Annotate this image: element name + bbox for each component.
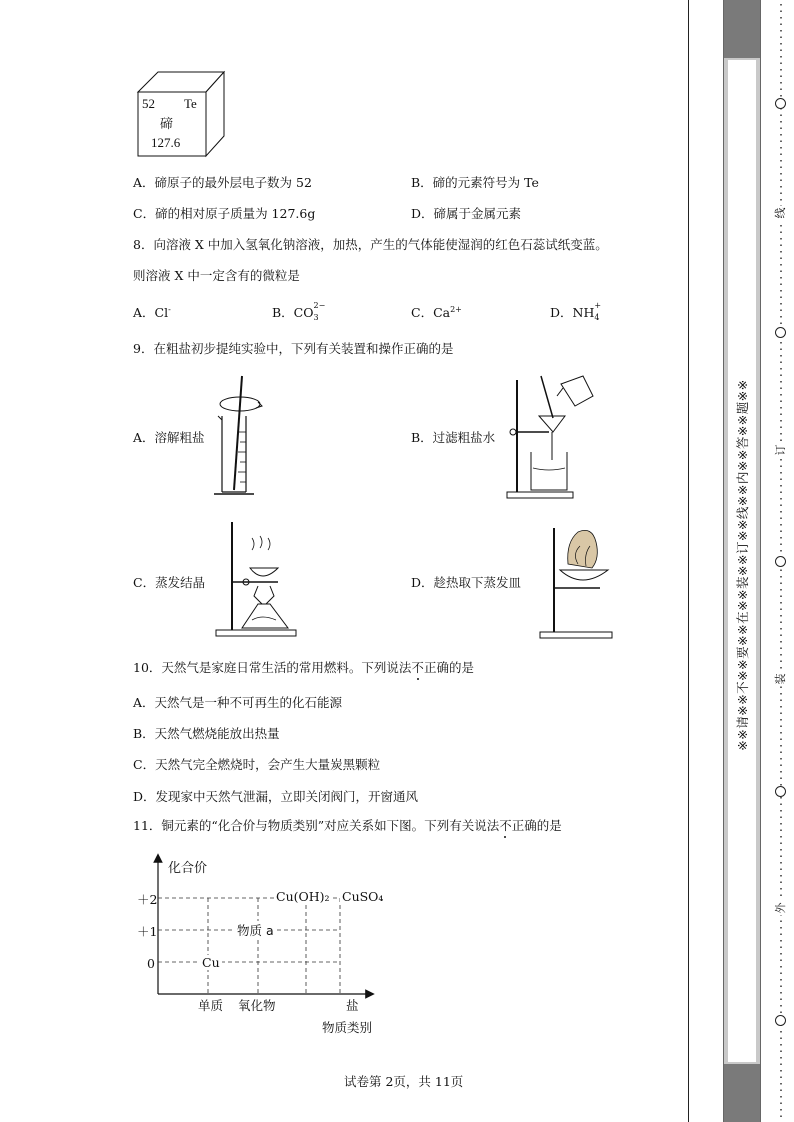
dissolve-apparatus-illustration (212, 374, 268, 498)
q9-option-c: C．蒸发结晶 (133, 575, 206, 590)
margin-label-bind: 装 (774, 673, 787, 685)
q10-stem: 10．天然气是家庭日常生活的常用燃料。下列说法不正确的是 (133, 660, 474, 675)
q8-stem-line1: 8．向溶液 X 中加入氢氧化钠溶液，加热，产生的气体能使湿润的红色石蕊试纸变蓝。 (133, 237, 608, 252)
element-mass: 127.6 (151, 135, 181, 150)
element-name: 碲 (160, 117, 174, 132)
element-symbol: Te (184, 96, 197, 111)
chart-gridlines (158, 898, 340, 994)
q7-option-d: D．碲属于金属元素 (411, 206, 522, 221)
point-cuso4: CuSO₄ (342, 889, 384, 904)
q10-option-c: C．天然气完全燃烧时，会产生大量炭黑颗粒 (133, 757, 381, 772)
binding-band-bottom-cap (724, 1064, 760, 1122)
margin-label-line: 线 (774, 207, 787, 219)
binding-border-line (688, 0, 689, 1122)
q9-option-b: B．过滤粗盐水 (411, 430, 496, 445)
y-tick-plus1: ＋1 (137, 924, 158, 939)
margin-label-outer: 外 (774, 902, 787, 914)
q7-option-c: C．碲的相对原子质量为 127.6g (133, 206, 316, 221)
binding-hole-icon (775, 327, 786, 338)
q9-option-a: A．溶解粗盐 (133, 430, 205, 445)
binding-hole-icon (775, 98, 786, 109)
filtration-apparatus-illustration (505, 374, 597, 500)
evaporation-apparatus-illustration (212, 520, 304, 638)
q7-option-b: B．碲的元素符号为 Te (411, 175, 539, 190)
q8-option-b: B．CO 2− 3 (272, 301, 326, 322)
q10-option-d: D．发现家中天然气泄漏，立即关闭阀门，开窗通风 (133, 789, 419, 804)
element-number: 52 (142, 96, 155, 111)
point-cu: Cu (202, 955, 220, 970)
q9-option-d: D．趁热取下蒸发皿 (411, 575, 522, 590)
q8-option-d: D．NH + 4 (550, 301, 602, 322)
q9-stem: 9．在粗盐初步提纯实验中，下列有关装置和操作正确的是 (133, 341, 454, 356)
y-tick-plus2: ＋2 (137, 892, 158, 907)
x-tick-oxide: 氧化物 (238, 998, 276, 1013)
point-cu-oh2: Cu(OH)₂ (276, 889, 330, 904)
q11-stem: 11．铜元素的“化合价与物质类别”对应关系如下图。下列有关说法不正确的是 (133, 818, 562, 833)
binding-hole-icon (775, 786, 786, 797)
margin-label-staple: 订 (774, 444, 787, 456)
element-cube (136, 70, 226, 158)
y-tick-zero: 0 (147, 956, 155, 971)
y-axis-title: 化合价 (168, 861, 208, 876)
x-tick-elemental: 单质 (198, 998, 224, 1013)
q8-stem-line2: 则溶液 X 中一定含有的微粒是 (133, 268, 300, 283)
binding-hole-icon (775, 556, 786, 567)
page-number: 试卷第 2页，共 11页 (344, 1074, 464, 1089)
q8-option-c: C．$Ca^{2+}$ (411, 304, 462, 320)
binding-band-top-cap (724, 0, 760, 58)
point-substance-a: 物质 a (237, 923, 274, 938)
x-tick-salt: 盐 (346, 998, 359, 1013)
q10-option-b: B．天然气燃烧能放出热量 (133, 726, 280, 741)
do-not-answer-warning: ※※请※※不※※要※※在※※装※※订※※线※※内※※答※※题※※ (735, 379, 750, 751)
q10-option-a: A．天然气是一种不可再生的化石能源 (133, 695, 343, 710)
q7-option-a: A．碲原子的最外层电子数为 52 (133, 175, 312, 190)
remove-dish-illustration (538, 524, 618, 640)
x-axis-title: 物质类别 (322, 1020, 373, 1035)
binding-hole-icon (775, 1015, 786, 1026)
q8-option-a: A．Cl- (133, 304, 171, 320)
